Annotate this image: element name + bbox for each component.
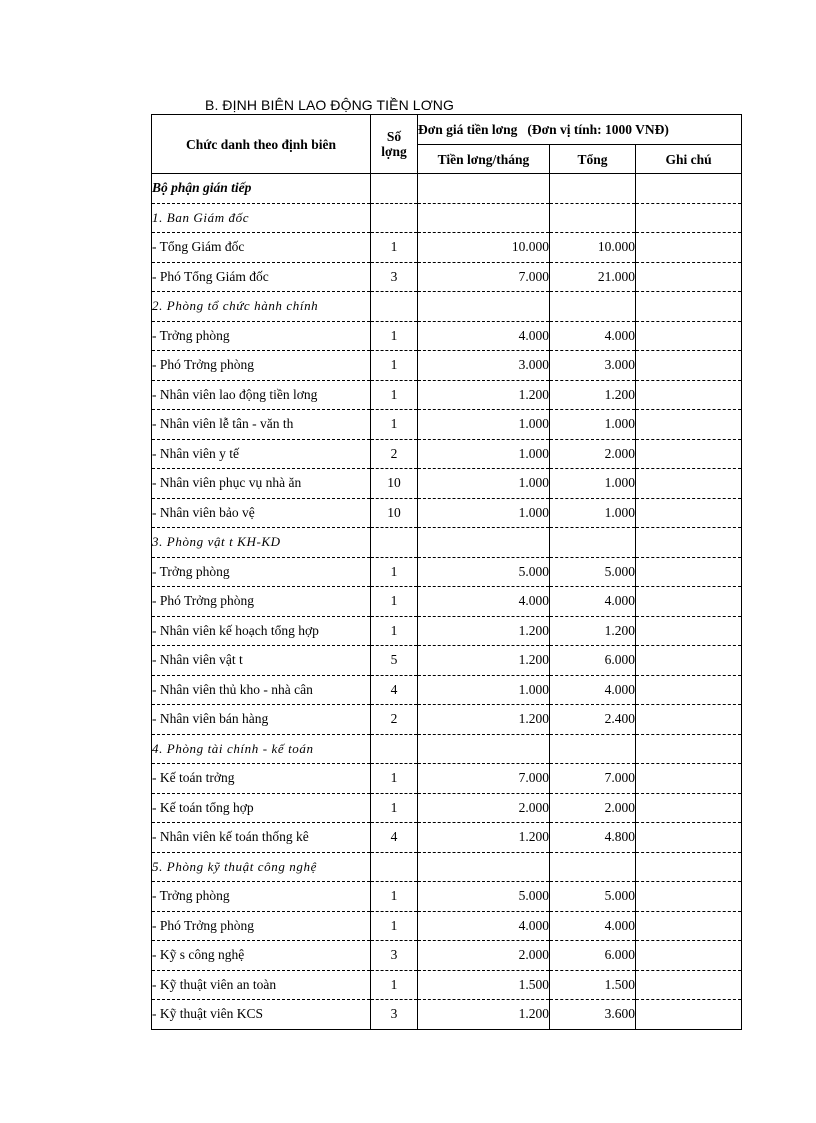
cell-note bbox=[636, 852, 742, 882]
cell-total bbox=[550, 528, 636, 558]
cell-monthly-wage: 1.200 bbox=[418, 1000, 550, 1030]
cell-position: - Kế toán trởng bbox=[152, 764, 371, 794]
cell-total: 1.000 bbox=[550, 498, 636, 528]
cell-quantity: 3 bbox=[371, 941, 418, 971]
cell-quantity: 2 bbox=[371, 439, 418, 469]
cell-position: - Nhân viên y tế bbox=[152, 439, 371, 469]
cell-quantity: 1 bbox=[371, 882, 418, 912]
section-row bbox=[152, 734, 742, 764]
cell-total: 6.000 bbox=[550, 941, 636, 971]
table-row bbox=[152, 911, 742, 941]
cell-position: - Tổng Giám đốc bbox=[152, 233, 371, 263]
cell-note bbox=[636, 498, 742, 528]
table-row bbox=[152, 233, 742, 263]
cell-note bbox=[636, 292, 742, 322]
cell-note bbox=[636, 380, 742, 410]
cell-note bbox=[636, 734, 742, 764]
header-quantity-line2: lợng bbox=[381, 144, 407, 159]
cell-quantity: 3 bbox=[371, 262, 418, 292]
cell-position: - Nhân viên vật t bbox=[152, 646, 371, 676]
cell-note bbox=[636, 793, 742, 823]
cell-total: 1.200 bbox=[550, 380, 636, 410]
cell-note bbox=[636, 970, 742, 1000]
cell-position: - Phó Trởng phòng bbox=[152, 911, 371, 941]
table-body bbox=[152, 174, 742, 1030]
cell-position: Bộ phận gián tiếp bbox=[152, 174, 371, 204]
cell-total: 10.000 bbox=[550, 233, 636, 263]
cell-monthly-wage: 4.000 bbox=[418, 911, 550, 941]
cell-position: 1. Ban Giám đốc bbox=[152, 203, 371, 233]
cell-monthly-wage: 1.200 bbox=[418, 646, 550, 676]
cell-quantity: 1 bbox=[371, 764, 418, 794]
cell-quantity: 1 bbox=[371, 793, 418, 823]
cell-monthly-wage: 10.000 bbox=[418, 233, 550, 263]
table-row bbox=[152, 823, 742, 853]
cell-monthly-wage bbox=[418, 528, 550, 558]
table-row bbox=[152, 1000, 742, 1030]
cell-position: - Trởng phòng bbox=[152, 321, 371, 351]
cell-total: 5.000 bbox=[550, 557, 636, 587]
cell-note bbox=[636, 764, 742, 794]
cell-note bbox=[636, 174, 742, 204]
cell-quantity: 10 bbox=[371, 469, 418, 499]
cell-note bbox=[636, 203, 742, 233]
cell-total: 4.800 bbox=[550, 823, 636, 853]
cell-monthly-wage: 1.000 bbox=[418, 675, 550, 705]
section-row bbox=[152, 203, 742, 233]
cell-note bbox=[636, 646, 742, 676]
cell-note bbox=[636, 882, 742, 912]
cell-quantity bbox=[371, 174, 418, 204]
table-row bbox=[152, 793, 742, 823]
cell-monthly-wage: 2.000 bbox=[418, 941, 550, 971]
cell-total bbox=[550, 174, 636, 204]
cell-position: - Nhân viên kế toán thống kê bbox=[152, 823, 371, 853]
cell-position: - Nhân viên bảo vệ bbox=[152, 498, 371, 528]
header-quantity-line1: Số bbox=[386, 129, 402, 144]
header-note: Ghi chú bbox=[636, 145, 742, 174]
cell-monthly-wage bbox=[418, 292, 550, 322]
cell-note bbox=[636, 587, 742, 617]
table-header bbox=[152, 115, 742, 174]
cell-monthly-wage: 1.000 bbox=[418, 498, 550, 528]
table-row bbox=[152, 469, 742, 499]
cell-monthly-wage: 4.000 bbox=[418, 587, 550, 617]
cell-position: - Nhân viên bán hàng bbox=[152, 705, 371, 735]
cell-quantity: 1 bbox=[371, 911, 418, 941]
cell-total: 4.000 bbox=[550, 911, 636, 941]
cell-quantity: 3 bbox=[371, 1000, 418, 1030]
cell-quantity bbox=[371, 203, 418, 233]
cell-quantity: 1 bbox=[371, 587, 418, 617]
cell-quantity bbox=[371, 734, 418, 764]
cell-note bbox=[636, 262, 742, 292]
cell-monthly-wage: 3.000 bbox=[418, 351, 550, 381]
cell-monthly-wage: 4.000 bbox=[418, 321, 550, 351]
page-title: B. ĐỊNH BIÊN LAO ĐỘNG TIỀN LƠNG bbox=[205, 97, 455, 113]
header-total: Tổng bbox=[550, 145, 636, 174]
cell-monthly-wage: 1.200 bbox=[418, 823, 550, 853]
cell-total: 1.000 bbox=[550, 469, 636, 499]
header-quantity bbox=[371, 115, 418, 174]
cell-note bbox=[636, 941, 742, 971]
cell-note bbox=[636, 439, 742, 469]
cell-total: 4.000 bbox=[550, 675, 636, 705]
cell-quantity: 1 bbox=[371, 351, 418, 381]
cell-quantity: 1 bbox=[371, 233, 418, 263]
cell-position: 2. Phòng tổ chức hành chính bbox=[152, 292, 371, 322]
cell-monthly-wage: 1.200 bbox=[418, 705, 550, 735]
cell-monthly-wage: 7.000 bbox=[418, 764, 550, 794]
cell-note bbox=[636, 616, 742, 646]
table-row bbox=[152, 321, 742, 351]
cell-total bbox=[550, 203, 636, 233]
cell-position: - Kỹ s công nghệ bbox=[152, 941, 371, 971]
cell-position: - Phó Tổng Giám đốc bbox=[152, 262, 371, 292]
cell-total bbox=[550, 292, 636, 322]
table-row bbox=[152, 675, 742, 705]
cell-total: 1.500 bbox=[550, 970, 636, 1000]
cell-quantity bbox=[371, 852, 418, 882]
cell-position: - Phó Trởng phòng bbox=[152, 587, 371, 617]
cell-quantity: 5 bbox=[371, 646, 418, 676]
cell-monthly-wage: 1.500 bbox=[418, 970, 550, 1000]
cell-note bbox=[636, 321, 742, 351]
cell-quantity: 4 bbox=[371, 823, 418, 853]
table-row bbox=[152, 646, 742, 676]
cell-position: - Nhân viên kế hoạch tổng hợp bbox=[152, 616, 371, 646]
cell-position: 4. Phòng tài chính - kế toán bbox=[152, 734, 371, 764]
cell-total: 2.000 bbox=[550, 439, 636, 469]
cell-total: 1.000 bbox=[550, 410, 636, 440]
cell-total: 3.000 bbox=[550, 351, 636, 381]
cell-quantity bbox=[371, 292, 418, 322]
cell-note bbox=[636, 705, 742, 735]
cell-monthly-wage: 5.000 bbox=[418, 557, 550, 587]
cell-total: 6.000 bbox=[550, 646, 636, 676]
cell-quantity: 2 bbox=[371, 705, 418, 735]
table-row bbox=[152, 587, 742, 617]
cell-total: 4.000 bbox=[550, 587, 636, 617]
cell-monthly-wage: 1.200 bbox=[418, 380, 550, 410]
section-row bbox=[152, 852, 742, 882]
table-row bbox=[152, 616, 742, 646]
cell-position: - Nhân viên thủ kho - nhà cân bbox=[152, 675, 371, 705]
cell-monthly-wage: 5.000 bbox=[418, 882, 550, 912]
cell-note bbox=[636, 469, 742, 499]
cell-position: - Nhân viên phục vụ nhà ăn bbox=[152, 469, 371, 499]
cell-position: - Kỹ thuật viên KCS bbox=[152, 1000, 371, 1030]
cell-note bbox=[636, 557, 742, 587]
cell-total: 3.600 bbox=[550, 1000, 636, 1030]
cell-position: 5. Phòng kỹ thuật công nghệ bbox=[152, 852, 371, 882]
header-wage-group bbox=[418, 115, 742, 145]
cell-note bbox=[636, 351, 742, 381]
cell-quantity: 1 bbox=[371, 380, 418, 410]
table-row bbox=[152, 941, 742, 971]
cell-position: 3. Phòng vật t KH-KD bbox=[152, 528, 371, 558]
cell-position: - Kế toán tổng hợp bbox=[152, 793, 371, 823]
cell-position: - Nhân viên lễ tân - văn th bbox=[152, 410, 371, 440]
cell-quantity: 4 bbox=[371, 675, 418, 705]
table-row bbox=[152, 705, 742, 735]
cell-note bbox=[636, 233, 742, 263]
cell-note bbox=[636, 528, 742, 558]
cell-note bbox=[636, 410, 742, 440]
cell-quantity: 1 bbox=[371, 557, 418, 587]
cell-monthly-wage bbox=[418, 852, 550, 882]
cell-position: - Trởng phòng bbox=[152, 557, 371, 587]
cell-total: 21.000 bbox=[550, 262, 636, 292]
cell-quantity: 1 bbox=[371, 321, 418, 351]
table-row bbox=[152, 262, 742, 292]
cell-total: 4.000 bbox=[550, 321, 636, 351]
header-monthly-wage: Tiền lơng/tháng bbox=[418, 145, 550, 174]
table-row bbox=[152, 410, 742, 440]
cell-position: - Trởng phòng bbox=[152, 882, 371, 912]
cell-note bbox=[636, 1000, 742, 1030]
cell-monthly-wage bbox=[418, 203, 550, 233]
table-row bbox=[152, 764, 742, 794]
cell-position: - Phó Trởng phòng bbox=[152, 351, 371, 381]
cell-quantity bbox=[371, 528, 418, 558]
cell-monthly-wage: 1.000 bbox=[418, 410, 550, 440]
staffing-wage-table bbox=[151, 114, 742, 1030]
cell-quantity: 1 bbox=[371, 970, 418, 1000]
cell-total: 2.000 bbox=[550, 793, 636, 823]
cell-note bbox=[636, 675, 742, 705]
cell-note bbox=[636, 911, 742, 941]
cell-monthly-wage: 1.000 bbox=[418, 439, 550, 469]
cell-note bbox=[636, 823, 742, 853]
cell-monthly-wage bbox=[418, 174, 550, 204]
table-row bbox=[152, 970, 742, 1000]
cell-position: - Nhân viên lao động tiền lơng bbox=[152, 380, 371, 410]
section-row bbox=[152, 292, 742, 322]
cell-total: 5.000 bbox=[550, 882, 636, 912]
cell-total bbox=[550, 852, 636, 882]
cell-total: 2.400 bbox=[550, 705, 636, 735]
cell-quantity: 1 bbox=[371, 616, 418, 646]
table-row bbox=[152, 380, 742, 410]
table-row bbox=[152, 882, 742, 912]
header-position: Chức danh theo định biên bbox=[152, 115, 371, 174]
header-unit-note: (Đơn vị tính: 1000 VNĐ) bbox=[527, 122, 669, 137]
cell-monthly-wage: 1.000 bbox=[418, 469, 550, 499]
cell-monthly-wage: 7.000 bbox=[418, 262, 550, 292]
table-row bbox=[152, 439, 742, 469]
cell-quantity: 1 bbox=[371, 410, 418, 440]
cell-monthly-wage: 1.200 bbox=[418, 616, 550, 646]
cell-monthly-wage bbox=[418, 734, 550, 764]
cell-total: 1.200 bbox=[550, 616, 636, 646]
cell-quantity: 10 bbox=[371, 498, 418, 528]
department-row bbox=[152, 174, 742, 204]
cell-total: 7.000 bbox=[550, 764, 636, 794]
table-row bbox=[152, 351, 742, 381]
cell-monthly-wage: 2.000 bbox=[418, 793, 550, 823]
header-wage-label: Đơn giá tiền lơng bbox=[418, 122, 518, 137]
table-row bbox=[152, 498, 742, 528]
table-row bbox=[152, 557, 742, 587]
section-row bbox=[152, 528, 742, 558]
cell-position: - Kỹ thuật viên an toàn bbox=[152, 970, 371, 1000]
cell-total bbox=[550, 734, 636, 764]
